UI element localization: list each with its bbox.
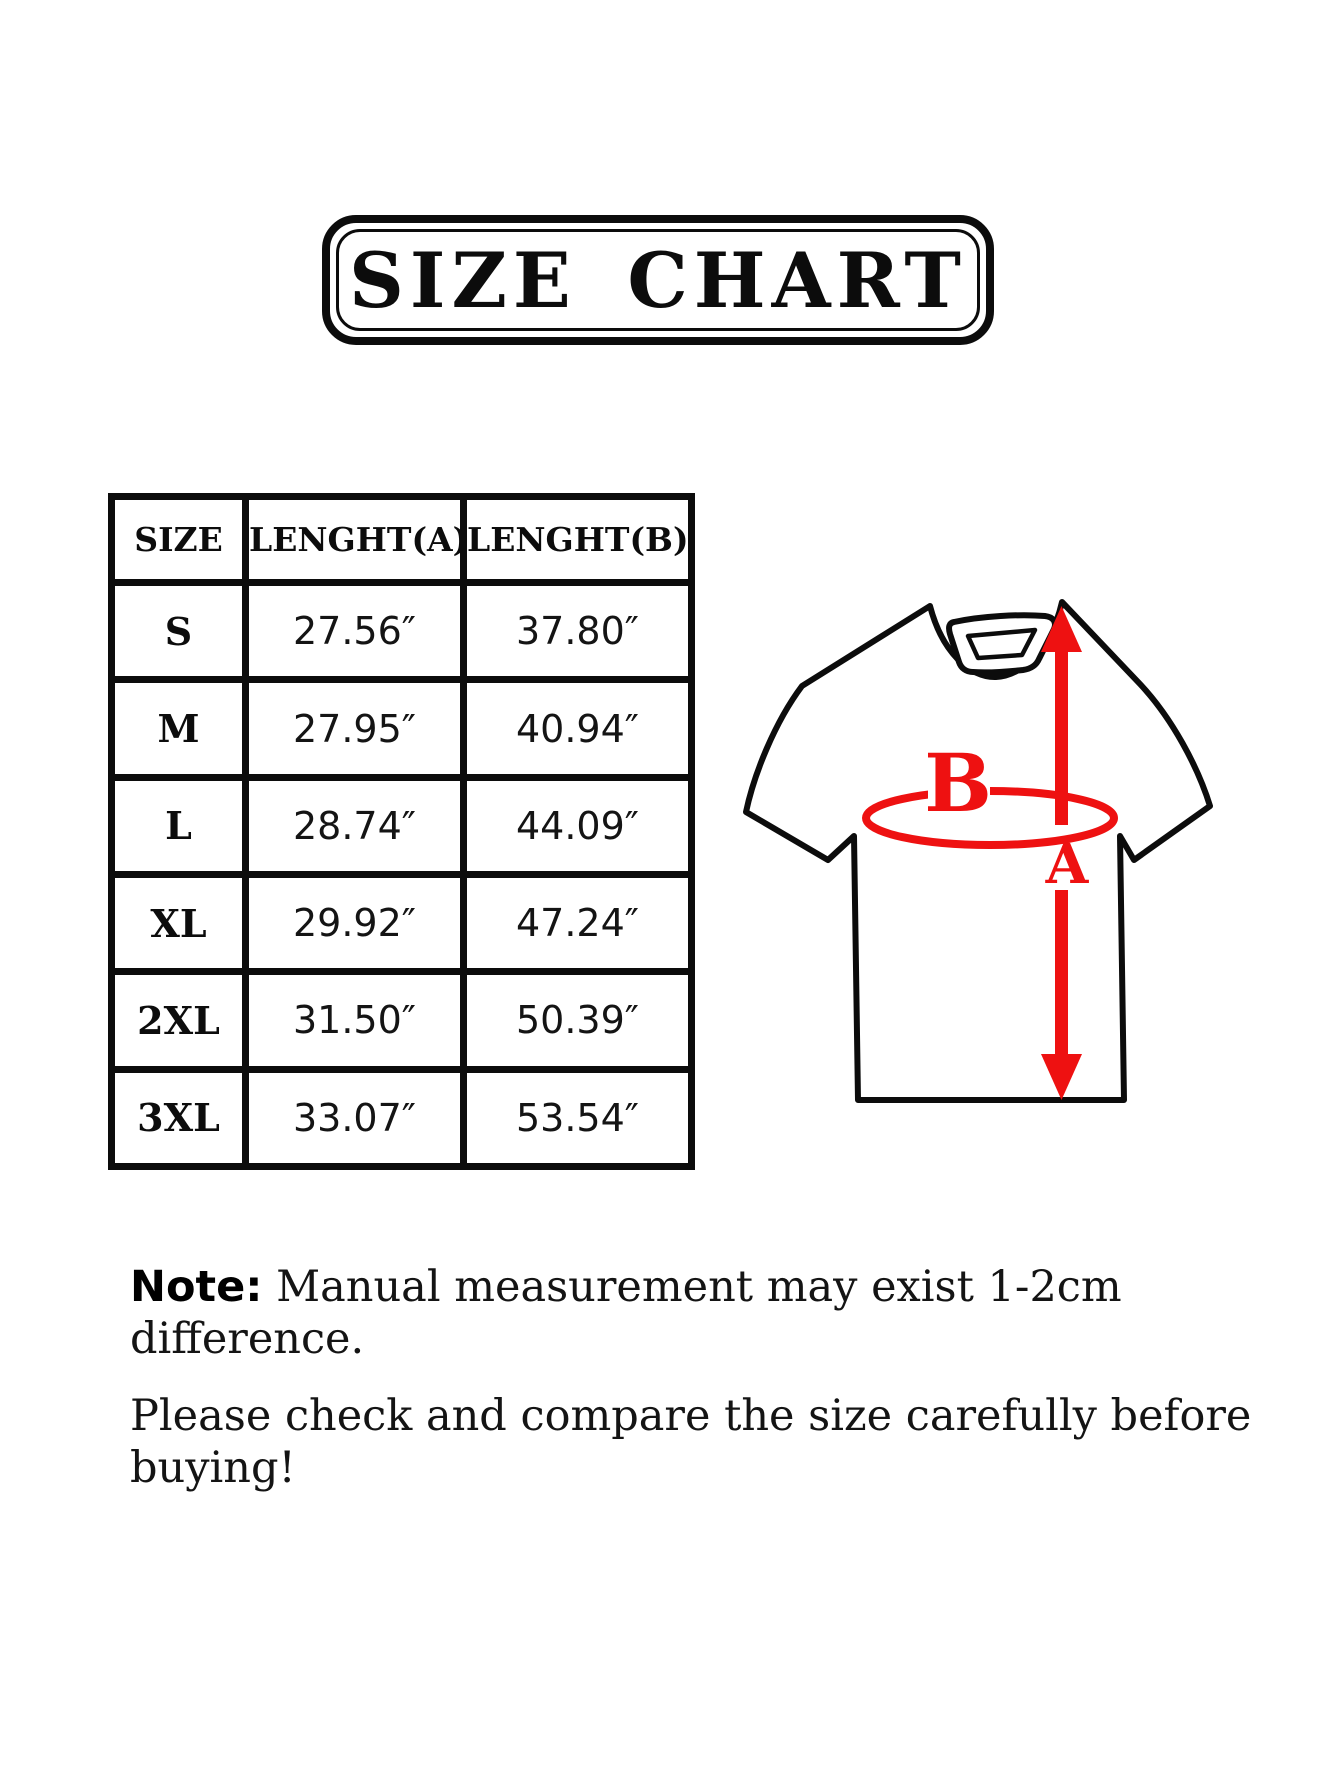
note-line-2: Please check and compare the size carefully before buying! [130,1391,1252,1493]
length-b-value: 53.54″ [464,1069,692,1166]
length-a-value: 33.07″ [246,1069,464,1166]
size-label: L [112,777,246,874]
note-line-1-text: Manual measurement may exist 1-2cm difference. [130,1262,1122,1364]
length-b-value: 37.80″ [464,583,692,680]
tshirt-outline [746,602,1210,1100]
size-label: S [112,583,246,680]
col-header-length-b: LENGHT(B) [464,497,692,583]
page-title: SIZE CHART [349,235,967,325]
title-box-inner-border [336,229,980,331]
length-a-value: 27.56″ [246,583,464,680]
col-header-length-a: LENGHT(A) [246,497,464,583]
table-row [112,583,692,680]
size-table [108,493,695,1170]
length-b-value: 50.39″ [464,972,692,1069]
table-row [112,777,692,874]
table-row [112,680,692,777]
table-row [112,1069,692,1166]
note-line-1 [130,1262,1270,1365]
collar-opening [949,615,1055,672]
note-prefix: Note: [130,1262,263,1312]
measure-label-a: A [1045,831,1089,896]
size-label: 3XL [112,1069,246,1166]
size-label: M [112,680,246,777]
size-label: 2XL [112,972,246,1069]
table-header-row [112,497,692,583]
length-b-value: 47.24″ [464,875,692,972]
note [130,1262,1270,1494]
length-a-value: 29.92″ [246,875,464,972]
length-b-value: 40.94″ [464,680,692,777]
col-header-size: SIZE [112,497,246,583]
table-row [112,972,692,1069]
measure-label-b: B [924,736,992,830]
table-row [112,875,692,972]
length-a-value: 31.50″ [246,972,464,1069]
title-box [322,215,994,345]
size-label: XL [112,875,246,972]
length-a-value: 28.74″ [246,777,464,874]
length-b-value: 44.09″ [464,777,692,874]
tshirt-measurement-diagram [730,560,1260,1120]
length-a-value: 27.95″ [246,680,464,777]
